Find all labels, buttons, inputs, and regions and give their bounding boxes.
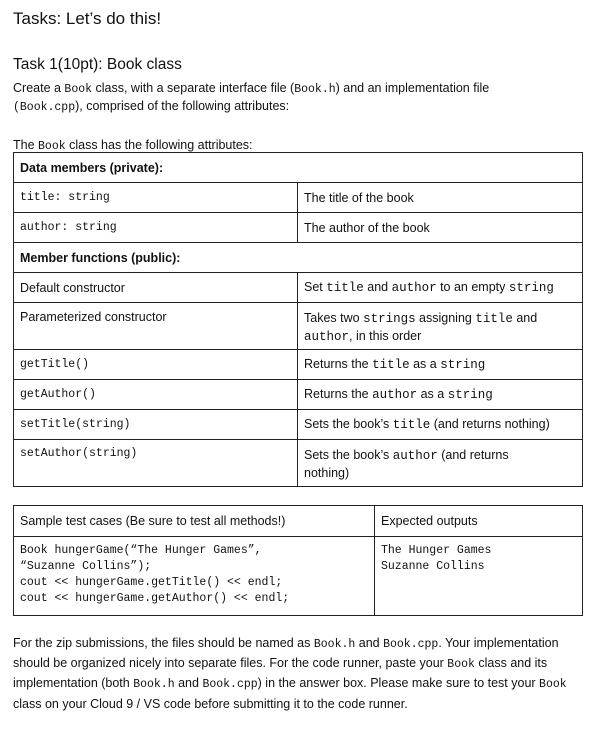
function-name: setTitle(string) bbox=[14, 410, 298, 440]
intro-code: Book bbox=[64, 83, 93, 96]
function-name: Parameterized constructor bbox=[14, 303, 298, 350]
desc-code: author bbox=[391, 281, 437, 295]
desc-text: Set bbox=[304, 280, 327, 294]
function-desc bbox=[298, 273, 583, 303]
table-intro-text: class has the following attributes: bbox=[65, 138, 253, 152]
desc-text: to an empty bbox=[436, 280, 509, 294]
desc-text: nothing) bbox=[304, 466, 350, 480]
footer-text: class on your Cloud 9 / VS code before submitting it to the code runner. bbox=[13, 696, 408, 711]
footer-text: class and its implementation (both bbox=[13, 656, 548, 691]
test-code: Book hungerGame(“The Hunger Games”, “Suzanne Collins”); cout << hungerGame.getTitle() << endl; cout << hungerGame.getAuthor() << endl; bbox=[14, 537, 375, 616]
table-row bbox=[14, 410, 583, 440]
desc-text: Returns the bbox=[304, 387, 373, 401]
table-row bbox=[14, 537, 583, 616]
desc-code: title bbox=[392, 418, 431, 432]
function-desc bbox=[298, 303, 583, 350]
desc-code: string bbox=[447, 388, 493, 402]
task-title: Task 1(10pt): Book class bbox=[13, 56, 182, 73]
desc-text: and bbox=[512, 311, 538, 325]
function-desc bbox=[298, 440, 583, 487]
desc-code: strings bbox=[363, 312, 416, 326]
table-row bbox=[14, 440, 583, 487]
footer-code: Book bbox=[539, 678, 567, 692]
desc-code: author bbox=[372, 388, 418, 402]
desc-code: string bbox=[440, 358, 486, 372]
footer-code: Book bbox=[447, 658, 475, 672]
footer-text: For the zip submissions, the files should be named as bbox=[13, 636, 314, 650]
footer-code: Book.h bbox=[313, 638, 356, 651]
function-name: setAuthor(string) bbox=[14, 440, 298, 487]
desc-text: (and returns bbox=[437, 448, 509, 462]
expected-output: The Hunger Games Suzanne Collins bbox=[375, 537, 583, 616]
desc-text: Takes two bbox=[304, 311, 364, 325]
function-name: getTitle() bbox=[14, 350, 298, 380]
footer-text: and bbox=[174, 676, 203, 691]
function-desc bbox=[298, 350, 583, 380]
expected-outputs-header: Expected outputs bbox=[375, 506, 583, 537]
intro-code: (Book.cpp bbox=[13, 101, 76, 114]
function-name: Default constructor bbox=[14, 273, 298, 303]
page-heading: Tasks: Let’s do this! bbox=[13, 9, 162, 28]
table-row bbox=[14, 153, 583, 183]
function-name: getAuthor() bbox=[14, 380, 298, 410]
desc-text: Returns the bbox=[304, 357, 373, 371]
footer-text: ) in the answer box. Please make sure to test your bbox=[257, 676, 540, 691]
desc-text: Sets the book’s bbox=[304, 417, 393, 431]
desc-text: Sets the book’s bbox=[304, 448, 393, 462]
member-functions-header: Member functions (public): bbox=[14, 243, 583, 273]
test-cases-table bbox=[13, 505, 583, 616]
table-row bbox=[14, 243, 583, 273]
desc-text: as a bbox=[417, 387, 448, 401]
footer-text: and bbox=[355, 636, 384, 650]
table-row bbox=[14, 350, 583, 380]
desc-code: title bbox=[326, 281, 364, 295]
footer-code: Book.h bbox=[133, 678, 175, 692]
table-row bbox=[14, 506, 583, 537]
attribute-desc: The title of the book bbox=[298, 183, 583, 213]
desc-text: , in this order bbox=[349, 329, 422, 343]
footer-code: Book.cpp bbox=[383, 638, 439, 651]
intro-code: Book.h bbox=[294, 83, 336, 96]
footer-text: . Your implementation should be organized nicely into separate files. For the code runner, paste your bbox=[13, 636, 559, 671]
footer-code: Book.cpp bbox=[202, 678, 258, 692]
desc-text: (and returns nothing) bbox=[430, 417, 550, 431]
attribute-desc: The author of the book bbox=[298, 213, 583, 243]
intro-text: ), comprised of the following attributes: bbox=[75, 99, 290, 113]
table-row bbox=[14, 273, 583, 303]
desc-text: and bbox=[363, 280, 392, 294]
table-row bbox=[14, 380, 583, 410]
desc-code: author bbox=[392, 449, 438, 463]
table-row bbox=[14, 213, 583, 243]
intro-text: Create a bbox=[13, 81, 65, 95]
test-cases-header: Sample test cases (Be sure to test all methods!) bbox=[14, 506, 375, 537]
table-intro-text: The bbox=[13, 138, 39, 152]
submission-instructions bbox=[13, 634, 585, 713]
table-row bbox=[14, 303, 583, 350]
desc-text: assigning bbox=[415, 311, 476, 325]
table-row bbox=[14, 183, 583, 213]
function-desc bbox=[298, 380, 583, 410]
intro-text: ) and an implementation file bbox=[335, 81, 490, 95]
intro-text: class, with a separate interface file ( bbox=[92, 81, 295, 95]
desc-text: as a bbox=[409, 357, 441, 371]
attribute-name: author: string bbox=[14, 213, 298, 243]
desc-code: author bbox=[304, 330, 350, 344]
intro-paragraph bbox=[13, 80, 583, 116]
function-desc bbox=[298, 410, 583, 440]
attribute-name: title: string bbox=[14, 183, 298, 213]
desc-code: string bbox=[508, 281, 554, 295]
data-members-header: Data members (private): bbox=[14, 153, 583, 183]
attributes-table bbox=[13, 152, 583, 487]
desc-code: title bbox=[372, 358, 410, 372]
table-intro-code: Book bbox=[38, 140, 66, 153]
desc-code: title bbox=[475, 312, 513, 326]
